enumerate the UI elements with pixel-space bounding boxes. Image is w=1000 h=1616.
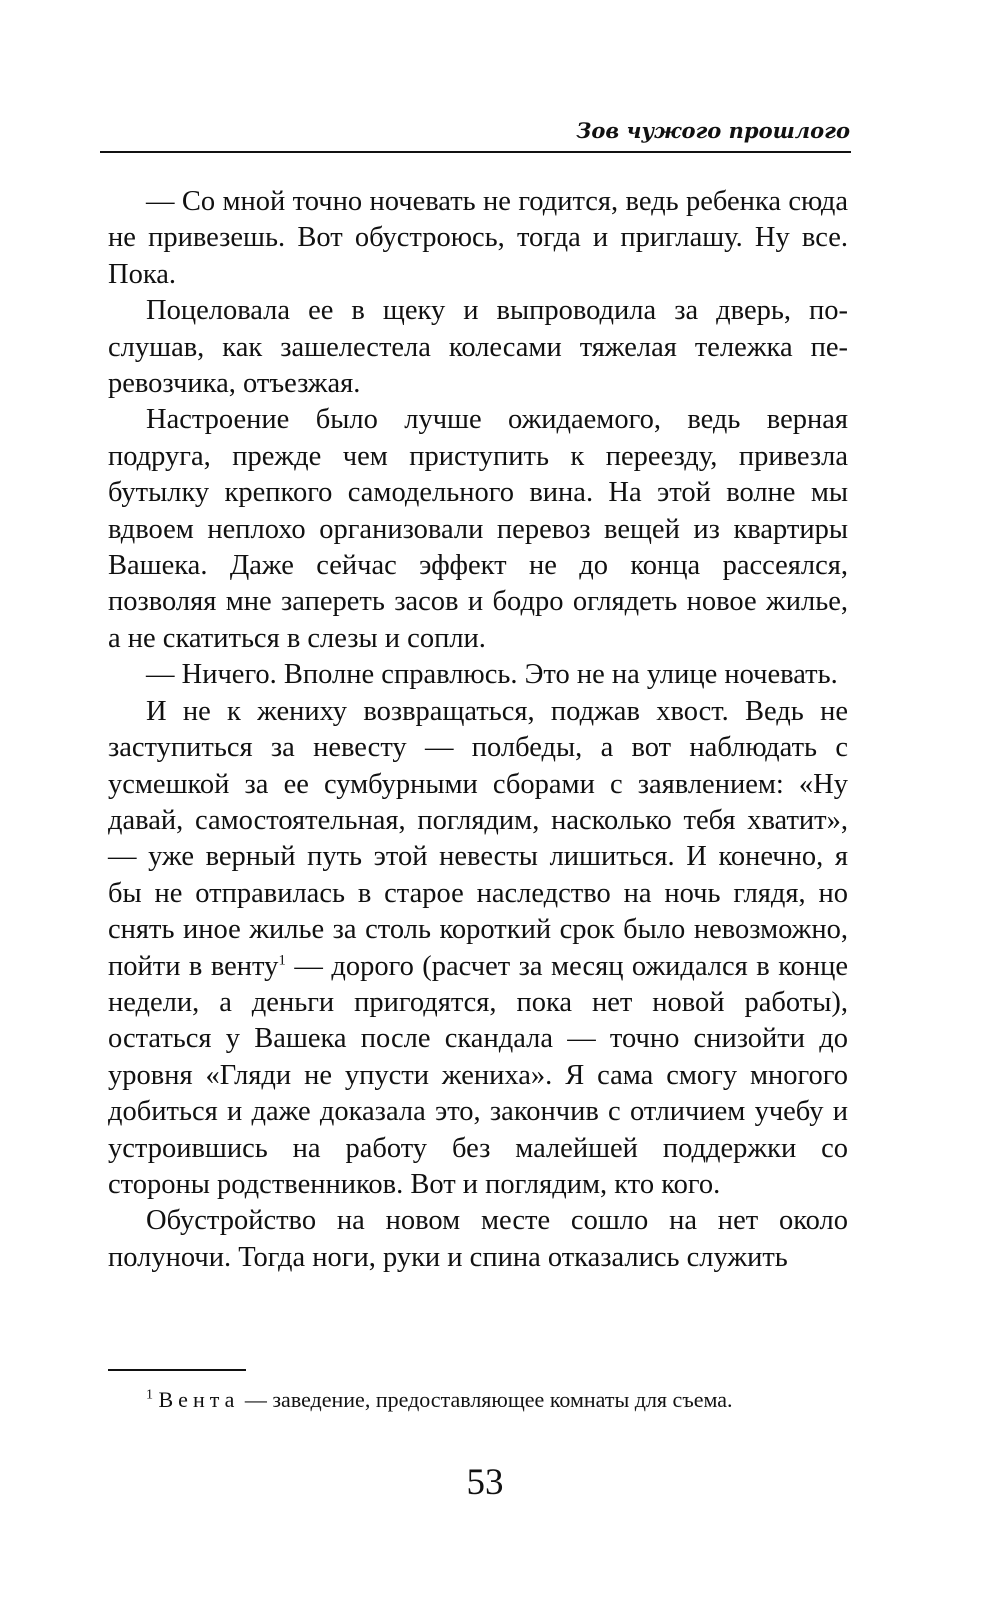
paragraph: — Со мной точно ночевать не годится, ведь ребенка сюда не привезешь. Вот обустроюсь, тогда и приглашу. Ну все. Пока. <box>108 186 848 290</box>
paragraph-text-before-ref: И не к жениху возвращаться, поджав хвост. Ведь не заступиться за невесту — полбеды, а вот наблюдать с усмешкой за ее сумбурными сборами с заявлением: «Ну давай, самостоятельная, поглядим, насколько тебя хватит», — уже верный путь этой невесты лишиться. И конечно, я бы не отправилась в старое наследство на ночь глядя, но снять иное жилье за столь короткий срок было невозможно, пойти в венту <box>108 695 848 982</box>
footnote-rule <box>108 1369 246 1371</box>
footnote-term: Вента <box>158 1387 240 1412</box>
paragraph: Обустройство на новом месте сошло на нет около полуночи. Тогда ноги, руки и спина отказались служить <box>108 1205 848 1273</box>
paragraph-text-after-ref: — дорого (расчет за месяц ожидался в конце недели, а деньги пригодятся, пока нет новой работы), остаться у Вашека после скандала — точно снизойти до уровня «Гляди не упусти жениха». Я сама смогу многого добиться и даже доказала это, закончив с отличием учебу и устроившись на работу без малейшей поддержки со стороны родственников. Вот и поглядим, кто кого. <box>108 950 848 1200</box>
footnote-definition: — заведение, предоставляющее комнаты для съема. <box>239 1387 733 1412</box>
footnote <box>108 1384 848 1415</box>
footnote-mark: 1 <box>146 1387 153 1403</box>
paragraph-with-footnote-ref <box>108 694 848 1204</box>
paragraph: Настроение было лучше ожидаемого, ведь верная подруга, прежде чем приступить к переезду, привезла бутылку крепкого самодельного вина. На этой волне мы вдвоем неплохо организовали перевоз вещей из квартиры Вашека. Даже сейчас эффект не до конца рассеялся, позволяя мне запереть засов и бодро оглядеть новое жилье, а не скатиться в слезы и сопли. <box>108 404 848 654</box>
body-text <box>108 184 848 1276</box>
header-rule <box>100 151 851 153</box>
paragraph: Поцеловала ее в щеку и выпроводила за дверь, послушав, как зашелестела колесами тяжелая тележка перевозчика, отъезжая. <box>108 295 848 400</box>
running-head-title: Зов чужого прошлого <box>576 118 850 143</box>
page-number: 53 <box>466 1462 504 1503</box>
footnote-reference[interactable]: 1 <box>278 952 286 969</box>
paragraph: — Ничего. Вполне справлюсь. Это не на улице ночевать. <box>146 659 838 691</box>
